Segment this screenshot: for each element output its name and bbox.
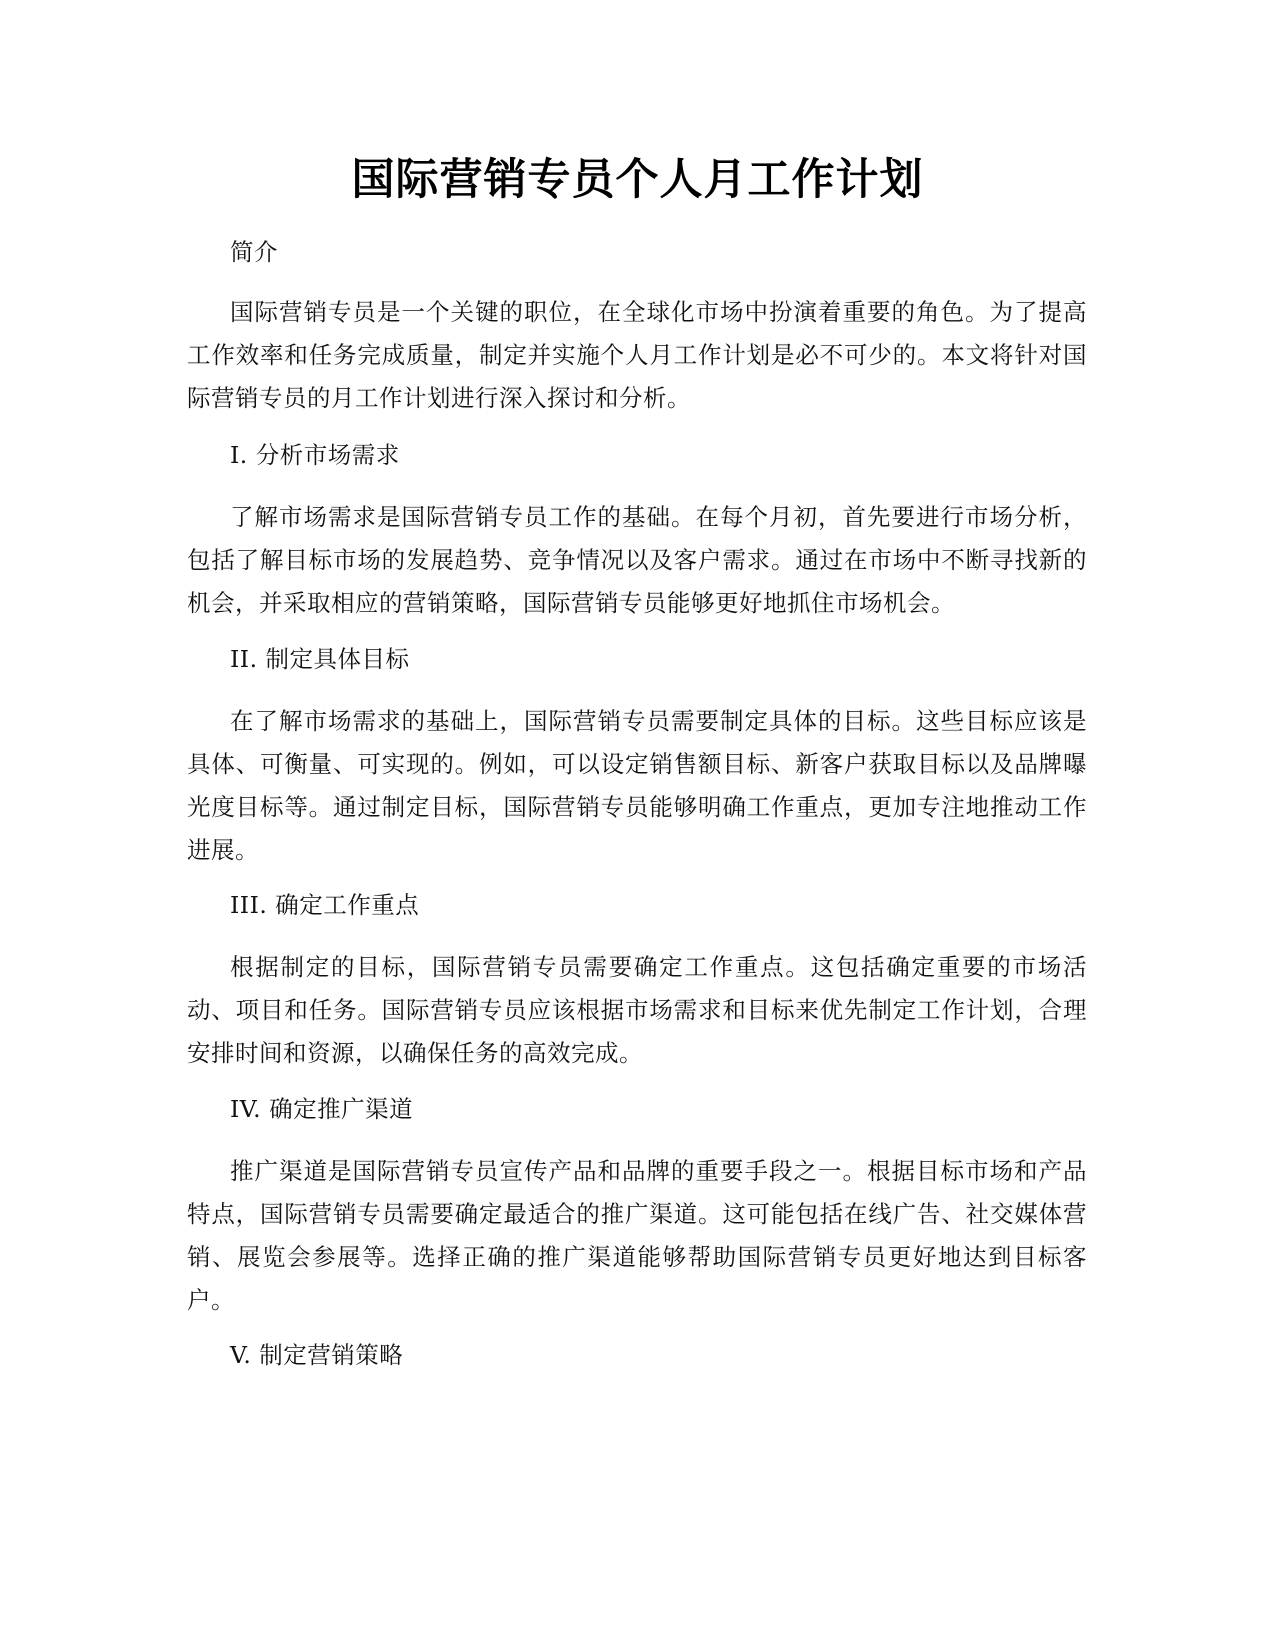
intro-paragraph: 国际营销专员是一个关键的职位，在全球化市场中扮演着重要的角色。为了提高工作效率和任务完成质量，制定并实施个人月工作计划是必不可少的。本文将针对国际营销专员的月工作计划进行深入探讨和分析。 [187, 298, 1087, 412]
document-title: 国际营销专员个人月工作计划 [351, 155, 924, 205]
section-3-heading: III. 确定工作重点 [230, 891, 420, 919]
section-2-paragraph: 在了解市场需求的基础上，国际营销专员需要制定具体的目标。这些目标应该是具体、可衡量、可实现的。例如，可以设定销售额目标、新客户获取目标以及品牌曝光度目标等。通过制定目标，国际营销专员能够明确工作重点，更加专注地推动工作进展。 [187, 707, 1087, 864]
section-2-heading: II. 制定具体目标 [230, 645, 410, 673]
section-4-heading: IV. 确定推广渠道 [230, 1095, 414, 1123]
section-4-paragraph: 推广渠道是国际营销专员宣传产品和品牌的重要手段之一。根据目标市场和产品特点，国际营销专员需要确定最适合的推广渠道。这可能包括在线广告、社交媒体营销、展览会参展等。选择正确的推广渠道能够帮助国际营销专员更好地达到目标客户。 [187, 1157, 1087, 1314]
intro-heading: 简介 [230, 238, 278, 266]
section-5-heading: V. 制定营销策略 [230, 1341, 404, 1369]
section-3-paragraph: 根据制定的目标，国际营销专员需要确定工作重点。这包括确定重要的市场活动、项目和任务。国际营销专员应该根据市场需求和目标来优先制定工作计划，合理安排时间和资源，以确保任务的高效完成。 [187, 953, 1087, 1067]
section-1-paragraph: 了解市场需求是国际营销专员工作的基础。在每个月初，首先要进行市场分析，包括了解目标市场的发展趋势、竞争情况以及客户需求。通过在市场中不断寻找新的机会，并采取相应的营销策略，国际营销专员能够更好地抓住市场机会。 [187, 503, 1087, 617]
section-1-heading: I. 分析市场需求 [230, 441, 400, 469]
